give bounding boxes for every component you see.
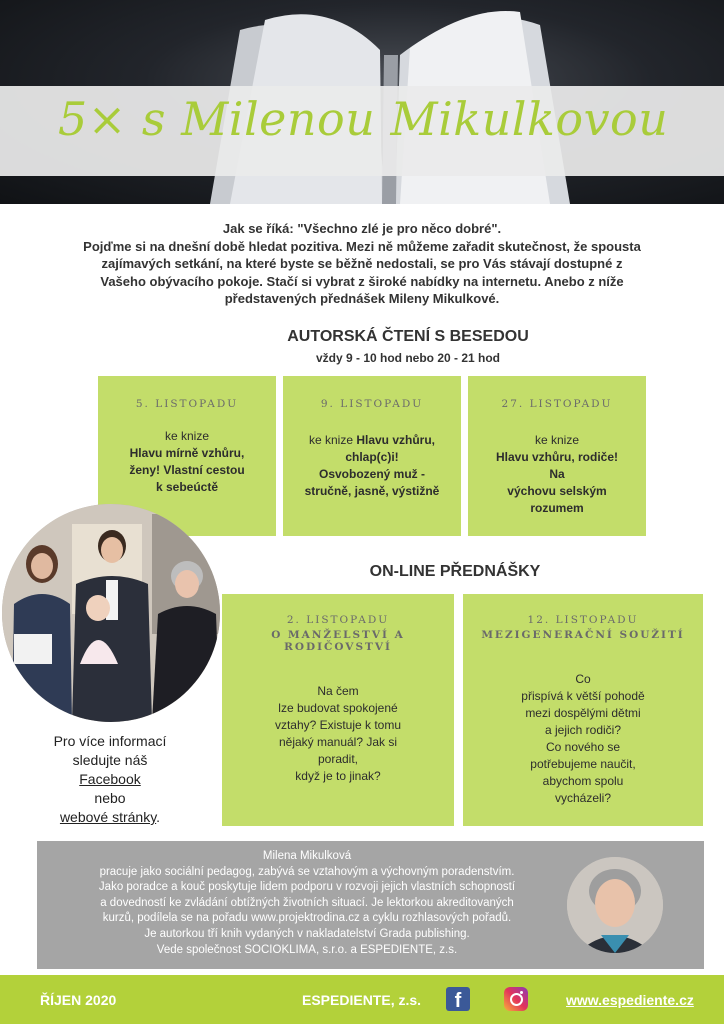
card-line: Co nového se [545,740,621,754]
card-line: ke knize [308,433,357,447]
card-line: abychom spolu [542,774,624,788]
bio-line: Vede společnost SOCIOKLIMA, s.r.o. a ESPEDIENTE, z.s. [156,943,458,956]
card-line: výchovu selským [507,484,607,498]
card-topic: MEZIGENERAČNÍ SOUŽITÍ [481,629,685,641]
card-line: lze budovat spokojené [278,701,398,715]
online-title: ON-LINE PŘEDNÁŠKY [369,563,541,580]
card-date: 2. LISTOPADU [286,614,390,626]
bio-line: Jako poradce a kouč poskytuje lidem podporu v rozvoji jejich vlastních schopností [98,881,516,894]
footer-website[interactable]: www.espediente.cz [566,992,694,1008]
facebook-link[interactable]: Facebook [79,771,141,787]
card-date: 5. LISTOPADU [135,398,239,410]
card-line: a jejich rodiči? [544,723,622,737]
card-date: 27. LISTOPADU [501,398,613,410]
family-photo [2,504,220,722]
bio-line: kurzů, podílela se na pořadu www.projektrodina.cz a cyklu rozhlasových pořadů. [102,912,512,925]
card-line: Co [575,672,591,686]
intro-line: představených přednášek Mileny Mikulkové. [224,291,500,306]
card-line: rozumem [530,501,584,515]
card-line: vztahy? Existuje k tomu [274,718,402,732]
card-line: Hlavu mírně vzhůru, [129,446,245,460]
card-line: potřebujeme naučit, [530,757,636,771]
card-line: ke knize [534,433,580,447]
bio-text [47,849,567,958]
facebook-icon[interactable]: f [446,987,470,1011]
card-line: mezi dospělými dětmi [525,706,641,720]
readings-subtitle: vždy 9 - 10 hod nebo 20 - 21 hod [315,351,501,365]
more-info-line: nebo [94,790,126,806]
readings-title: AUTORSKÁ ČTENÍ S BESEDOU [287,328,529,345]
card-line: chlap(c)i! [345,450,399,464]
bio-line: a dovedností ke zvládání obtížných životních situací. Je lektorkou akreditovaných [100,896,514,909]
card-line: když je to jinak? [295,769,381,783]
card-line: Na [549,467,565,481]
intro-line: Pojďme si na dnešní době hledat pozitiva. Mezi ně můžeme zařadit skutečnost, že spousta [83,238,641,254]
card-line: Osvobozený muž - [318,467,425,481]
intro-text [60,220,664,308]
online-card [463,594,703,826]
footer-org: ESPEDIENTE, z.s. [302,992,422,1008]
bio-line: Je autorkou tří knih vydaných v nakladatelství Grada publishing. [144,927,470,940]
footer-bar [0,975,724,1024]
reading-card [468,376,646,536]
bio-name: Milena Mikulková [262,850,352,862]
card-line: přispívá k větší pohodě [521,689,645,703]
more-info [30,732,190,827]
website-link[interactable]: webové stránky [59,809,157,825]
author-portrait [567,857,663,953]
card-line: ke knize [164,429,210,443]
instagram-icon[interactable] [504,987,528,1011]
card-line: k sebeúctě [155,480,219,494]
card-line: Na čem [317,684,359,698]
card-date: 9. LISTOPADU [320,398,424,410]
card-line: stručně, jasně, výstižně [304,484,440,498]
footer-month: ŘÍJEN 2020 [40,992,117,1008]
card-date: 12. LISTOPADU [527,614,639,626]
card-line: ženy! Vlastní cestou [129,463,245,477]
bio-line: pracuje jako sociální pedagog, zabývá se vztahovým a výchovným poradenstvím. [99,865,515,878]
intro-line: Vašeho obývacího pokoje. Stačí si vybrat z široké nabídky na internetu. Anebo z níže [100,273,624,289]
card-line: vycházeli? [554,791,612,805]
more-info-line: Pro více informací [53,733,167,749]
card-topic: O MANŽELSTVÍ A RODIČOVSTVÍ [271,629,405,653]
page-title: 5× s Milenou Mikulkovou [58,92,669,146]
intro-line: Jak se říká: "Všechno zlé je pro něco dobré". [222,221,502,236]
card-line: poradit, [317,752,359,766]
more-info-dot: . [156,809,161,825]
online-card [222,594,454,826]
card-line: nějaký manuál? Jak si [278,735,398,749]
card-line: Hlavu vzhůru, rodiče! [495,450,619,464]
more-info-line: sledujte náš [72,752,148,768]
reading-card [283,376,461,536]
intro-line: zajímavých setkání, na které byste se běžně nedostali, se pro Vás stávají dostupné z [101,256,623,271]
card-line: Hlavu vzhůru, [356,433,436,447]
